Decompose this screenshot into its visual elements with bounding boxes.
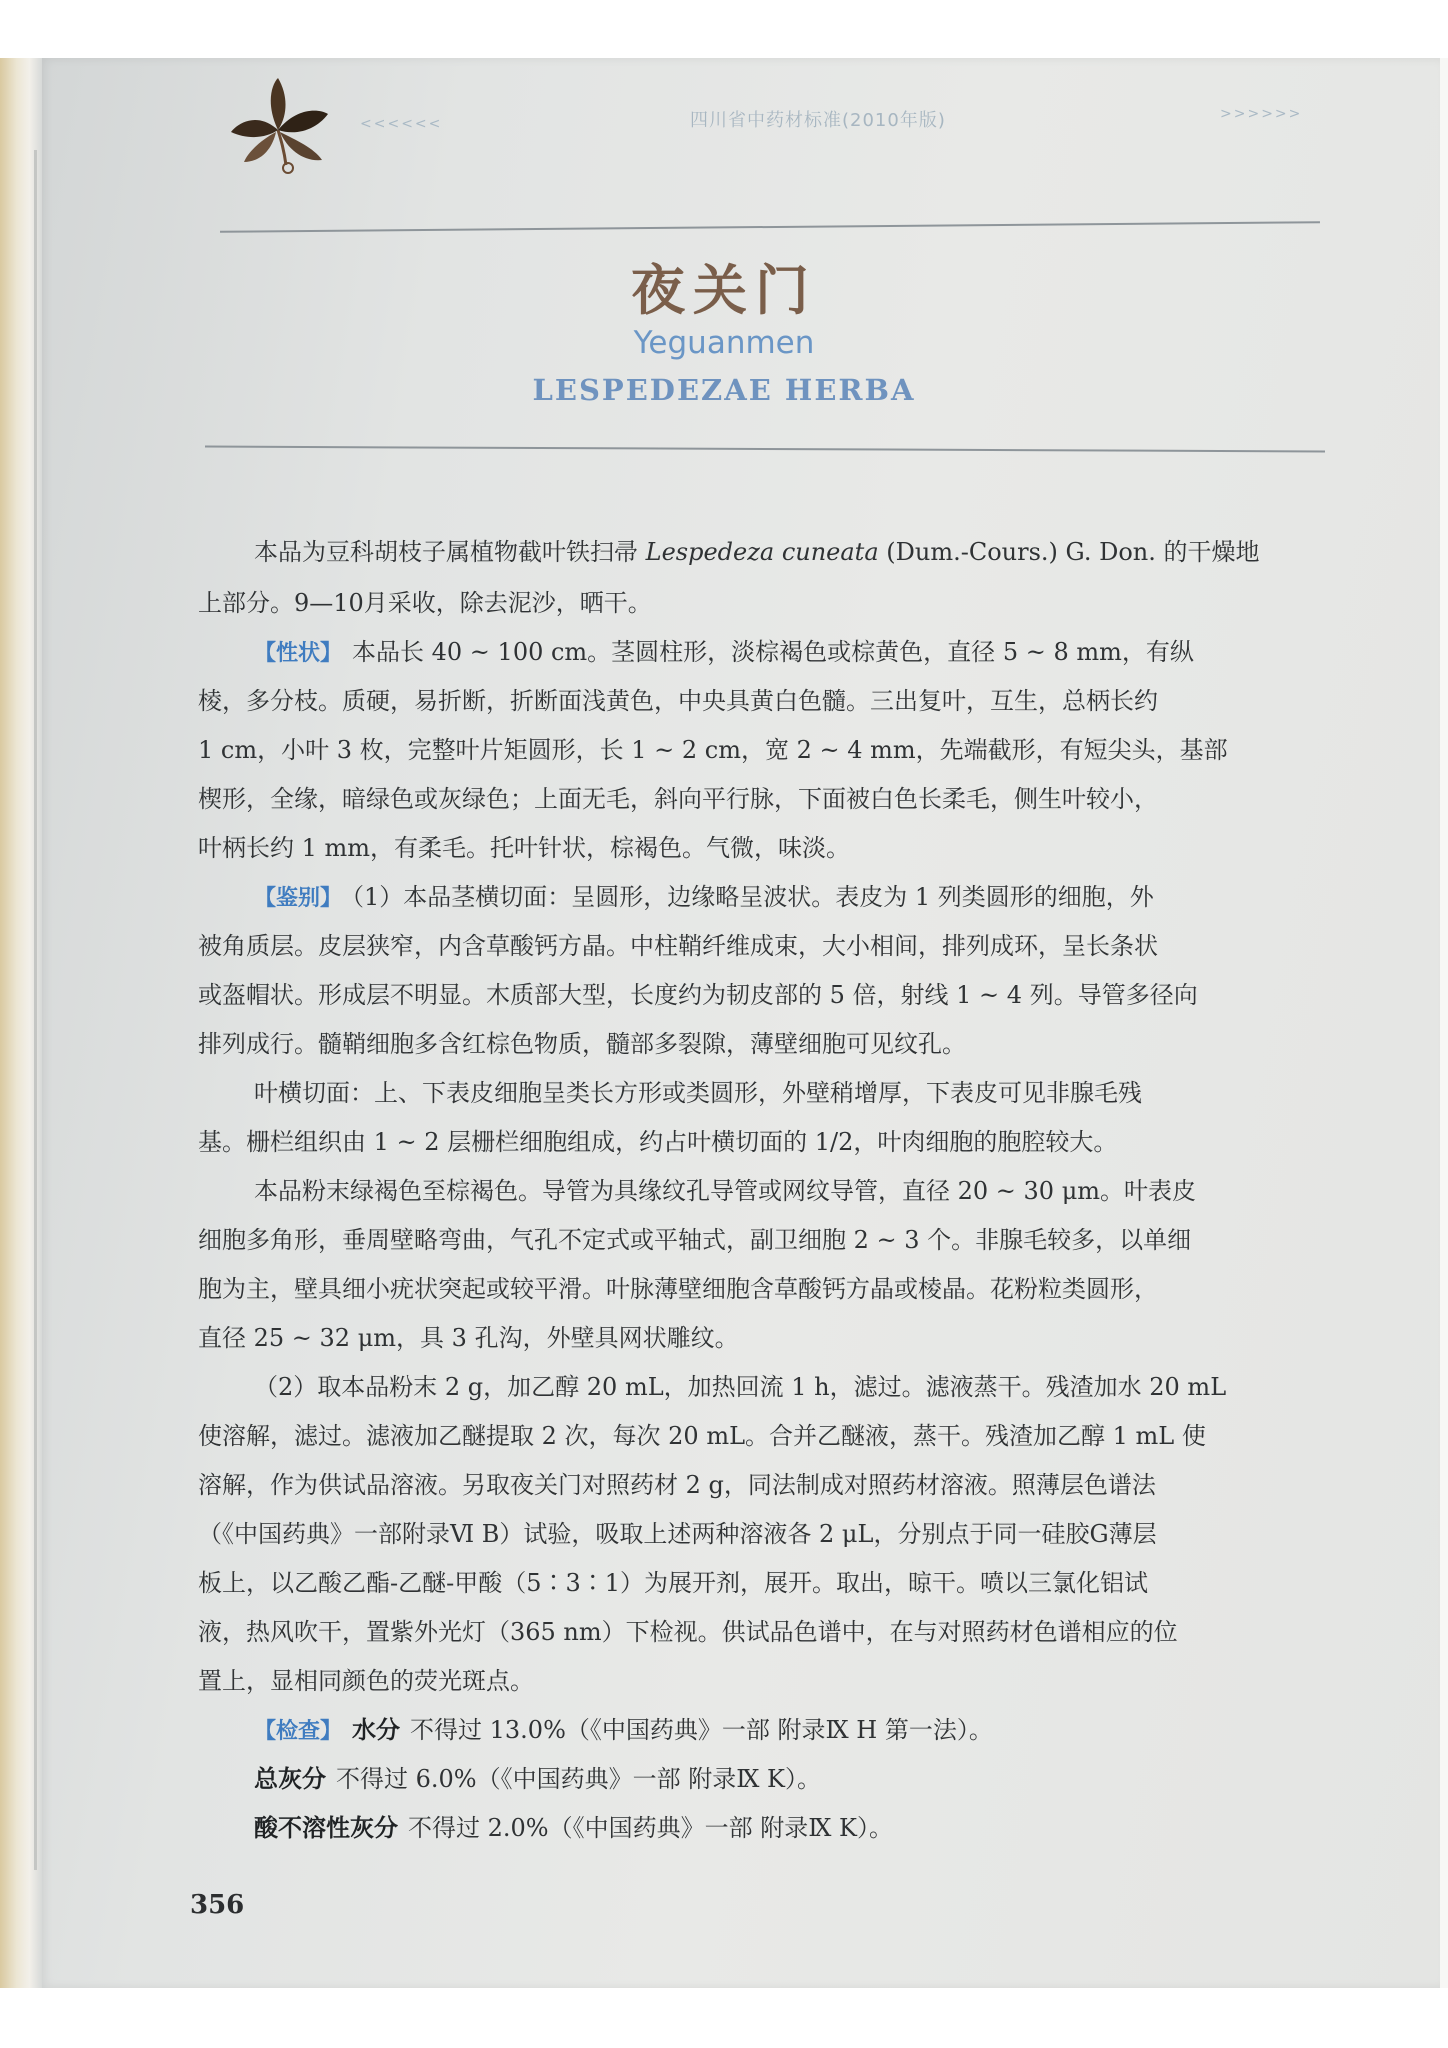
jianbie-line: 板上，以乙酸乙酯-乙醚-甲酸（5∶3∶1）为展开剂，展开。取出，晾干。喷以三氯化铝试 bbox=[198, 1569, 1149, 1597]
leaf-sprig-icon bbox=[226, 70, 336, 180]
monograph-latin-name: LESPEDEZAE HERBA bbox=[532, 373, 916, 407]
jianbie-line: 叶横切面：上、下表皮细胞呈类长方形或类圆形，外壁稍增厚，下表皮可见非腺毛残 bbox=[254, 1079, 1142, 1107]
jianbie-line: 置上，显相同颜色的荧光斑点。 bbox=[198, 1667, 534, 1695]
jianbie-text: （1）本品茎横切面：呈圆形，边缘略呈波状。表皮为 1 列类圆形的细胞，外 bbox=[352, 883, 1154, 911]
xingzhuang-line: 1 cm，小叶 3 枚，完整叶片矩圆形，长 1 ~ 2 cm，宽 2 ~ 4 mm，先端截形，有短尖头，基部 bbox=[198, 736, 1228, 764]
jiancha-line bbox=[254, 1808, 1338, 1843]
jianbie-line: 本品粉末绿褐色至棕褐色。导管为具缘纹孔导管或网纹导管，直径 20 ~ 30 μm。叶表皮 bbox=[254, 1177, 1197, 1205]
scan-border-top bbox=[0, 0, 1448, 58]
check-item-text: 不得过 13.0%（《中国药典》一部 附录Ⅸ H 第一法）。 bbox=[410, 1716, 993, 1744]
jianbie-line: 使溶解，滤过。滤液加乙醚提取 2 次，每次 20 mL。合并乙醚液，蒸干。残渣加乙醇 1 mL 使 bbox=[198, 1422, 1206, 1450]
jianbie-line: 基。栅栏组织由 1 ~ 2 层栅栏细胞组成，约占叶横切面的 1/2，叶肉细胞的胞腔较大。 bbox=[198, 1128, 1118, 1156]
check-item-label: 总灰分 bbox=[254, 1764, 326, 1793]
header-decoration-right: >>>>>> bbox=[1220, 106, 1303, 122]
jianbie-line: 液，热风吹干，置紫外光灯（365 nm）下检视。供试品色谱中，在与对照药材色谱相应的位 bbox=[198, 1618, 1178, 1646]
running-header bbox=[190, 60, 1340, 180]
jianbie-line bbox=[254, 877, 1338, 912]
xingzhuang-line: 叶柄长约 1 mm，有柔毛。托叶针状，棕褐色。气微，味淡。 bbox=[198, 834, 851, 862]
intro-text: 本品为豆科胡枝子属植物截叶铁扫帚 bbox=[254, 538, 646, 566]
jianbie-line: （《中国药典》一部附录Ⅵ B）试验，吸取上述两种溶液各 2 μL，分别点于同一硅胶G薄层 bbox=[198, 1520, 1157, 1548]
check-item-label: 酸不溶性灰分 bbox=[254, 1813, 398, 1842]
monograph-title: 夜关门 bbox=[631, 258, 817, 322]
page-stack-line bbox=[34, 150, 37, 1870]
section-tag-jianbie: 【鉴别】 bbox=[254, 886, 343, 911]
xingzhuang-line bbox=[254, 632, 1338, 667]
jianbie-line: 被角质层。皮层狭窄，内含草酸钙方晶。中柱鞘纤维成束，大小相间，排列成环，呈长条状 bbox=[198, 932, 1158, 960]
xingzhuang-line: 楔形，全缘，暗绿色或灰绿色；上面无毛，斜向平行脉，下面被白色长柔毛，侧生叶较小， bbox=[198, 785, 1158, 813]
monograph-pinyin: Yeguanmen bbox=[633, 325, 815, 361]
intro-text: (Dum.-Cours.) G. Don. 的干燥地 bbox=[878, 538, 1260, 566]
xingzhuang-line: 棱，多分枝。质硬，易折断，折断面浅黄色，中央具黄白色髓。三出复叶，互生，总柄长约 bbox=[198, 687, 1158, 715]
jianbie-line: 或盔帽状。形成层不明显。木质部大型，长度约为韧皮部的 5 倍，射线 1 ~ 4 列。导管多径向 bbox=[198, 981, 1198, 1009]
jianbie-line: 直径 25 ~ 32 μm，具 3 孔沟，外壁具网状雕纹。 bbox=[198, 1324, 739, 1352]
jianbie-line: （2）取本品粉末 2 g，加乙醇 20 mL，加热回流 1 h，滤过。滤液蒸干。残渣加水 20 mL bbox=[254, 1373, 1227, 1401]
check-item-label: 水分 bbox=[352, 1715, 401, 1744]
section-tag-jiancha: 【检查】 bbox=[254, 1719, 343, 1744]
jianbie-line: 细胞多角形，垂周壁略弯曲，气孔不定式或平轴式，副卫细胞 2 ~ 3 个。非腺毛较多，以单细 bbox=[198, 1226, 1192, 1254]
page-number: 356 bbox=[190, 1890, 245, 1920]
check-item-text: 不得过 6.0%（《中国药典》一部 附录Ⅸ K）。 bbox=[336, 1765, 821, 1793]
running-header-title: 四川省中药材标准(2010年版) bbox=[690, 110, 946, 131]
jianbie-line: 胞为主，壁具细小疣状突起或较平滑。叶脉薄壁细胞含草酸钙方晶或棱晶。花粉粒类圆形， bbox=[198, 1275, 1158, 1303]
intro-line bbox=[254, 532, 1338, 567]
intro-line: 上部分。9—10月采收，除去泥沙，晒干。 bbox=[198, 589, 652, 617]
jiancha-line bbox=[254, 1759, 1338, 1794]
jiancha-line bbox=[254, 1710, 1338, 1745]
jianbie-line: 排列成行。髓鞘细胞多含红棕色物质，髓部多裂隙，薄壁细胞可见纹孔。 bbox=[198, 1030, 966, 1058]
jianbie-line: 溶解，作为供试品溶液。另取夜关门对照药材 2 g，同法制成对照药材溶液。照薄层色谱法 bbox=[198, 1471, 1156, 1499]
check-item-text: 不得过 2.0%（《中国药典》一部 附录Ⅸ K）。 bbox=[408, 1814, 893, 1842]
species-name: Lespedeza cuneata bbox=[645, 538, 879, 566]
section-tag-xingzhuang: 【性状】 bbox=[254, 641, 343, 666]
scan-border-bottom bbox=[0, 1988, 1448, 2048]
xingzhuang-text: 本品长 40 ~ 100 cm。茎圆柱形，淡棕褐色或棕黄色，直径 5 ~ 8 mm，有纵 bbox=[352, 638, 1194, 666]
header-decoration-left: <<<<<< bbox=[360, 116, 443, 132]
